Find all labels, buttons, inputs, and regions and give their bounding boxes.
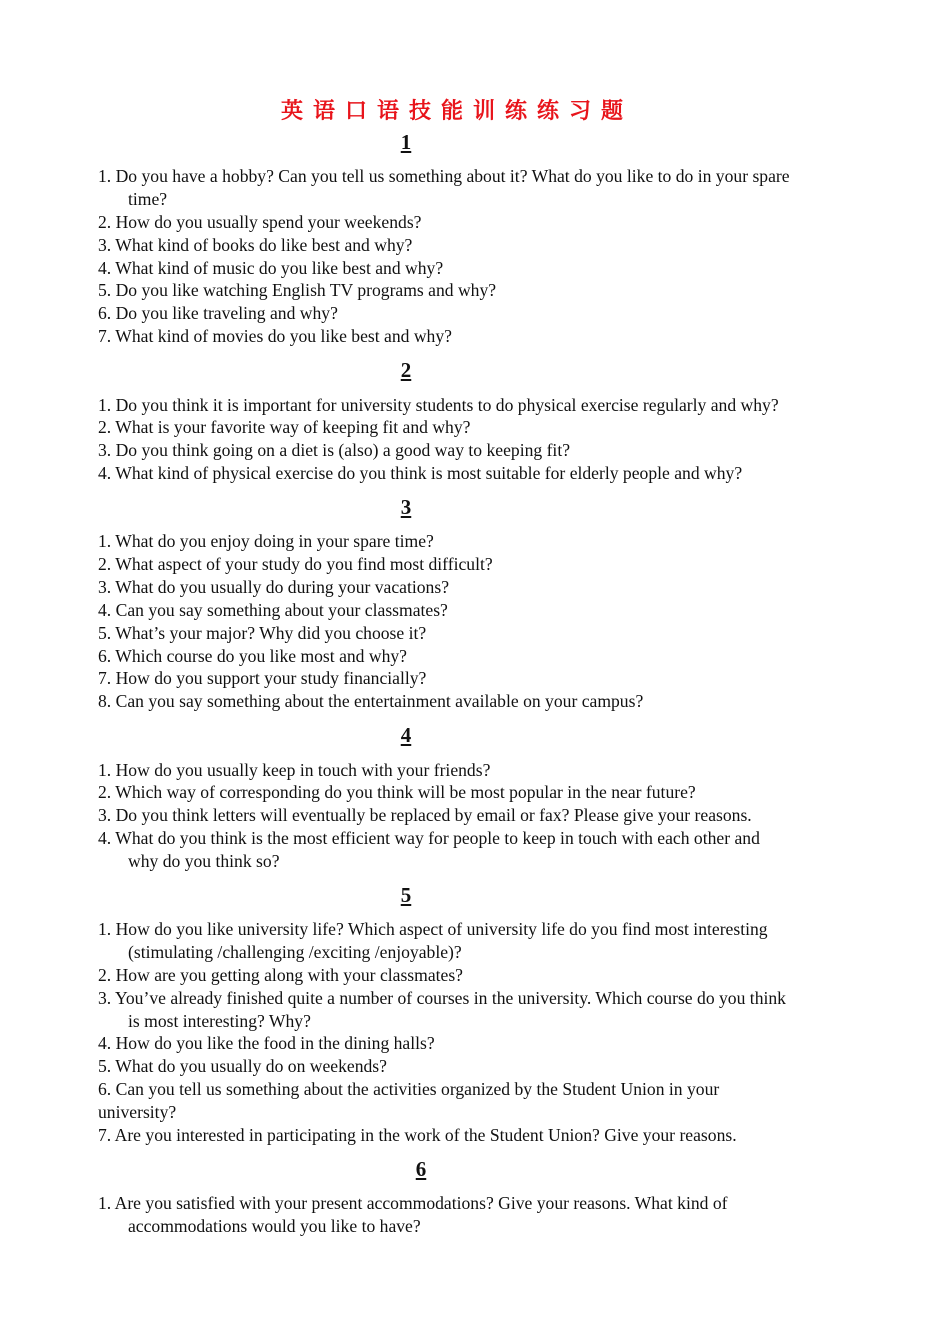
question-item bbox=[98, 827, 858, 873]
question-item: 7. How do you support your study financially? bbox=[98, 668, 427, 688]
question-item bbox=[98, 165, 858, 211]
question-continuation: is most interesting? Why? bbox=[128, 1011, 311, 1031]
question-text: 6. Can you tell us something about the activities organized by the Student Union in your bbox=[98, 1079, 720, 1099]
question-text: 1. How do you like university life? Which aspect of university life do you find most interesting bbox=[98, 919, 768, 939]
section-number: 5 bbox=[400, 883, 412, 907]
question-item: 3. What kind of books do like best and why? bbox=[98, 235, 413, 255]
question-item: 1. Do you think it is important for university students to do physical exercise regularly and why? bbox=[98, 395, 779, 415]
section-number: 6 bbox=[415, 1157, 427, 1181]
question-continuation: why do you think so? bbox=[128, 851, 280, 871]
section-number: 4 bbox=[400, 723, 412, 747]
question-item: 4. What kind of music do you like best and why? bbox=[98, 258, 444, 278]
question-item: 6. Do you like traveling and why? bbox=[98, 303, 338, 323]
question-item: 2. What is your favorite way of keeping fit and why? bbox=[98, 417, 471, 437]
question-continuation: university? bbox=[98, 1102, 177, 1122]
section-number: 1 bbox=[400, 130, 412, 154]
question-item: 3. Do you think going on a diet is (also) a good way to keeping fit? bbox=[98, 440, 571, 460]
question-continuation: (stimulating /challenging /exciting /enjoyable)? bbox=[128, 942, 462, 962]
question-item: 6. Which course do you like most and why? bbox=[98, 646, 407, 666]
question-item: 4. Can you say something about your classmates? bbox=[98, 600, 448, 620]
question-item: 2. What aspect of your study do you find most difficult? bbox=[98, 554, 493, 574]
question-item: 1. How do you usually keep in touch with your friends? bbox=[98, 760, 491, 780]
question-text: 4. What do you think is the most efficient way for people to keep in touch with each other and bbox=[98, 828, 760, 848]
question-item: 3. What do you usually do during your vacations? bbox=[98, 577, 449, 597]
question-item: 5. What’s your major? Why did you choose it? bbox=[98, 623, 427, 643]
question-item bbox=[98, 918, 858, 964]
question-item: 2. How are you getting along with your classmates? bbox=[98, 965, 463, 985]
question-item: 8. Can you say something about the entertainment available on your campus? bbox=[98, 691, 644, 711]
question-item: 5. What do you usually do on weekends? bbox=[98, 1056, 387, 1076]
question-item: 7. Are you interested in participating in the work of the Student Union? Give your reasons. bbox=[98, 1125, 737, 1145]
page-title: 英语口语技能训练练习题 bbox=[280, 99, 633, 124]
question-text: 3. You’ve already finished quite a number of courses in the university. Which course do you think bbox=[98, 988, 786, 1008]
question-item bbox=[98, 1078, 858, 1124]
question-item: 4. How do you like the food in the dining halls? bbox=[98, 1033, 435, 1053]
section-number: 2 bbox=[400, 358, 412, 382]
question-item bbox=[98, 1192, 858, 1238]
question-item: 4. What kind of physical exercise do you think is most suitable for elderly people and why? bbox=[98, 463, 743, 483]
question-text: 1. Do you have a hobby? Can you tell us something about it? What do you like to do in your spare bbox=[98, 166, 790, 186]
question-item: 2. How do you usually spend your weekends? bbox=[98, 212, 422, 232]
question-item: 7. What kind of movies do you like best and why? bbox=[98, 326, 452, 346]
question-continuation: accommodations would you like to have? bbox=[128, 1216, 421, 1236]
section-number: 3 bbox=[400, 495, 412, 519]
question-item: 1. What do you enjoy doing in your spare time? bbox=[98, 531, 434, 551]
question-text: 1. Are you satisfied with your present accommodations? Give your reasons. What kind of bbox=[98, 1193, 728, 1213]
question-item bbox=[98, 987, 858, 1033]
question-continuation: time? bbox=[128, 189, 168, 209]
question-item: 3. Do you think letters will eventually be replaced by email or fax? Please give your reasons. bbox=[98, 805, 752, 825]
question-item: 5. Do you like watching English TV programs and why? bbox=[98, 280, 497, 300]
question-item: 2. Which way of corresponding do you think will be most popular in the near future? bbox=[98, 782, 696, 802]
